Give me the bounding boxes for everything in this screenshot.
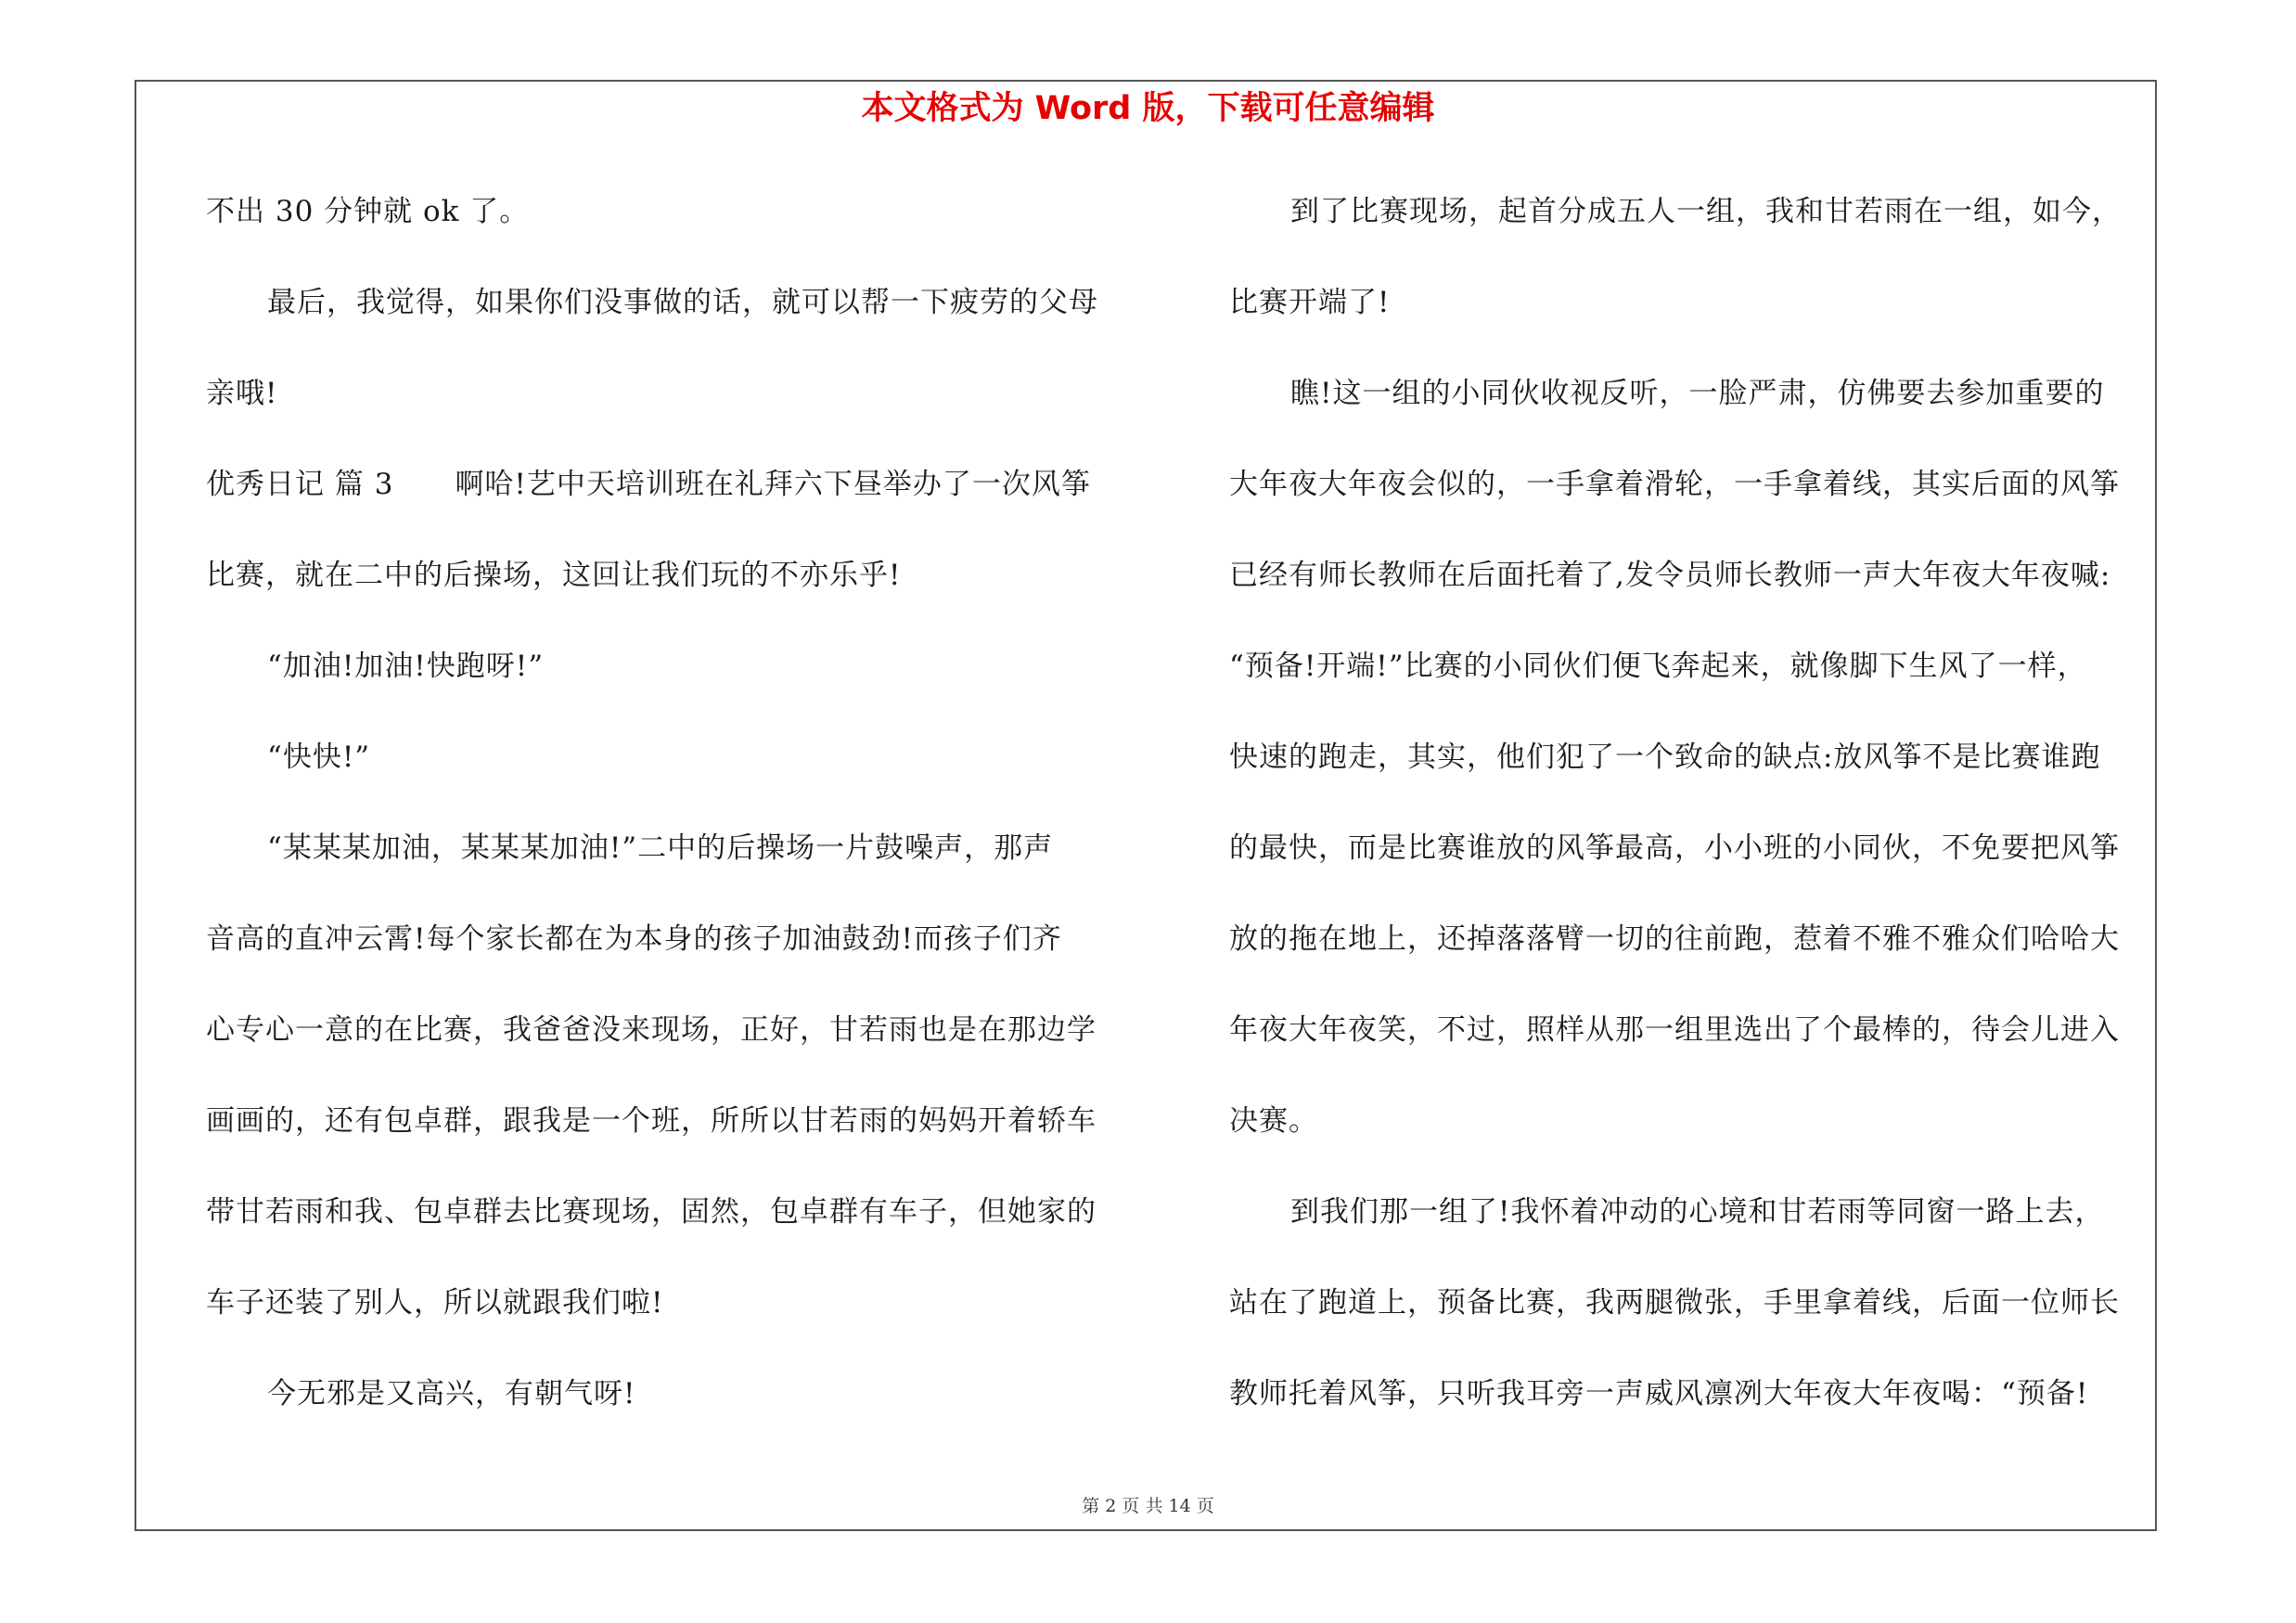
text-line: 车子还装了别人，所以就跟我们啦! <box>206 1286 664 1320</box>
text-line: 比赛，就在二中的后操场，这回让我们玩的不亦乐乎! <box>206 559 902 592</box>
text-line: 教师托着风筝，只听我耳旁一声威风凛冽大年夜大年夜喝：“预备! <box>1229 1377 2089 1410</box>
text-line: 放的拖在地上，还掉落落臂一切的往前跑，惹着不雅不雅众们哈哈大 <box>1229 922 2120 956</box>
text-line: “加油!加油!快跑呀!” <box>267 650 545 683</box>
text-line: “快快!” <box>267 741 371 774</box>
text-line: 到我们那一组了!我怀着冲动的心境和甘若雨等同窗一路上去， <box>1290 1195 2105 1229</box>
document-header: 本文格式为 Word 版，下载可任意编辑 <box>861 90 1435 127</box>
text-line: 已经有师长教师在后面托着了,发令员师长教师一声大年夜大年夜喊: <box>1229 559 2111 592</box>
text-line: 心专心一意的在比赛，我爸爸没来现场，正好，甘若雨也是在那边学 <box>206 1013 1097 1047</box>
text-line: 决赛。 <box>1229 1104 1318 1138</box>
text-line: 音高的直冲云霄!每个家长都在为本身的孩子加油鼓劲!而孩子们齐 <box>206 922 1062 956</box>
text-line: 带甘若雨和我、包卓群去比赛现场，固然，包卓群有车子，但她家的 <box>206 1195 1097 1229</box>
text-line: 到了比赛现场，起首分成五人一组，我和甘若雨在一组，如今， <box>1290 195 2122 228</box>
text-line: 不出 30 分钟就 ok 了。 <box>206 195 530 228</box>
text-line: 年夜大年夜笑，不过，照样从那一组里选出了个最棒的，待会儿进入 <box>1229 1013 2120 1047</box>
page-number: 第 2 页 共 14 页 <box>1082 1496 1214 1516</box>
text-line: 画画的，还有包卓群，跟我是一个班，所所以甘若雨的妈妈开着轿车 <box>206 1104 1097 1138</box>
text-line: 比赛开端了! <box>1229 286 1391 319</box>
text-line: 快速的跑走，其实，他们犯了一个致命的缺点:放风筝不是比赛谁跑 <box>1229 741 2101 774</box>
text-line: 大年夜大年夜会似的，一手拿着滑轮，一手拿着线，其实后面的风筝 <box>1229 468 2120 501</box>
right-text-column <box>1229 182 2157 1455</box>
text-line: “预备!开端!”比赛的小同伙们便飞奔起来，就像脚下生风了一样， <box>1229 650 2087 683</box>
text-line: 今无邪是又高兴，有朝气呀! <box>267 1377 636 1410</box>
text-line: 啊哈!艺中天培训班在礼拜六下昼举办了一次风筝 <box>455 468 1091 501</box>
left-text-column <box>206 182 1134 1455</box>
text-line: 最后，我觉得，如果你们没事做的话，就可以帮一下疲劳的父母 <box>267 286 1098 319</box>
section-line <box>206 455 1134 546</box>
text-line: “某某某加油，某某某加油!”二中的后操场一片鼓噪声，那声 <box>267 831 1054 865</box>
text-line: 瞧!这一组的小同伙收视反听，一脸严肃，仿佛要去参加重要的 <box>1290 377 2105 410</box>
text-line: 的最快，而是比赛谁放的风筝最高，小小班的小同伙，不免要把风筝 <box>1229 831 2120 865</box>
text-line: 站在了跑道上，预备比赛，我两腿微张，手里拿着线，后面一位师长 <box>1229 1286 2120 1320</box>
section-heading: 优秀日记 篇 3 <box>206 468 394 501</box>
text-line: 亲哦! <box>206 377 278 410</box>
